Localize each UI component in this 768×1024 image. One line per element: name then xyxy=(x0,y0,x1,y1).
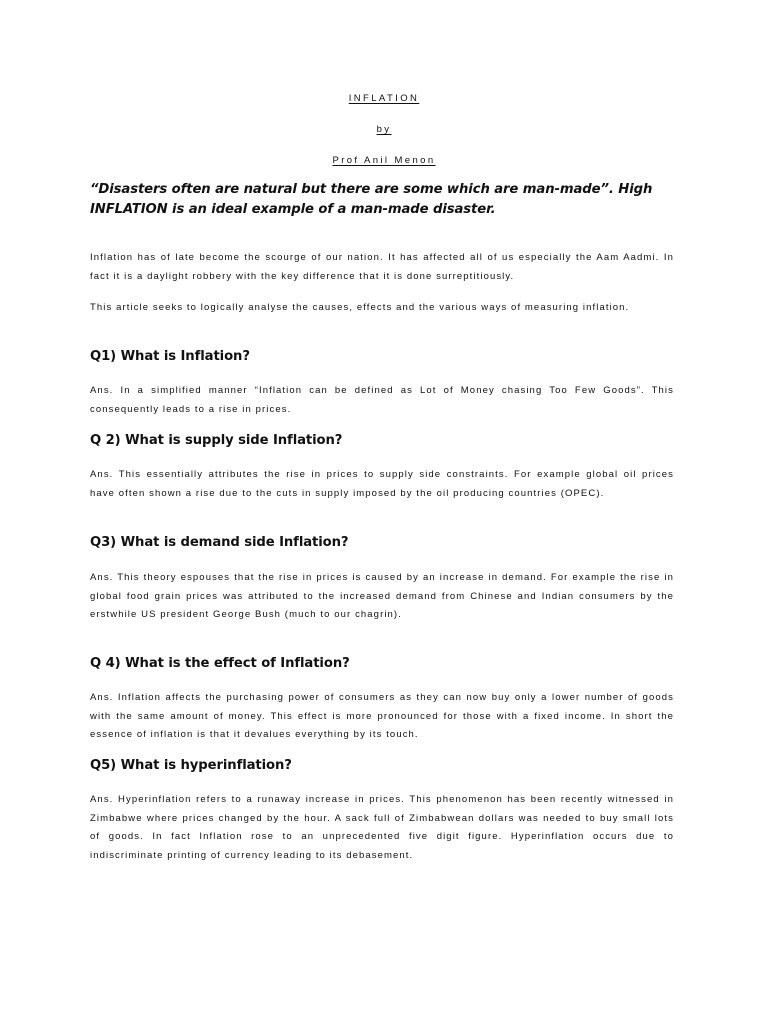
document-title: INFLATION xyxy=(348,93,420,104)
question-1-heading: Q1) What is Inflation? xyxy=(90,349,250,364)
answer-1-paragraph: Ans. In a simplified manner “Inflation can be defined as Lot of Money chasing Too Few Goods”. This consequently leads to a rise in prices. xyxy=(90,385,674,415)
answer-5-paragraph: Ans. Hyperinflation refers to a runaway increase in prices. This phenomenon has been recently witnessed in Zimbabwe where prices changed by the hour. A sack full of Zimbabwean dollars was needed to buy small lots of goods. In fact Inflation rose to an unprecedented five digit figure. Hyperinflation occurs due to indiscriminate printing of currency leading to its debasement. xyxy=(90,794,674,861)
intro-paragraph-2: This article seeks to logically analyse the causes, effects and the various ways of measuring inflation. xyxy=(90,302,630,313)
answer-4-paragraph: Ans. Inflation affects the purchasing power of consumers as they can now buy only a lower number of goods with the same amount of money. This effect is more pronounced for those with a fixed income. In short the essence of inflation is that it devalues everything by its touch. xyxy=(90,692,674,740)
answer-3-paragraph: Ans. This theory espouses that the rise in prices is caused by an increase in demand. For example the rise in global food grain prices was attributed to the increased demand from Chinese and Indian consumers by the erstwhile US president George Bush (much to our chagrin). xyxy=(90,572,674,620)
opening-quote: “Disasters often are natural but there are some which are man-made”. High INFLATION is an ideal example of a man-made disaster. xyxy=(90,182,653,217)
intro-paragraph-1: Inflation has of late become the scourge of our nation. It has affected all of us especially the Aam Aadmi. In fact it is a daylight robbery with the key difference that it is done surreptitiously. xyxy=(90,252,674,282)
author-name: Prof Anil Menon xyxy=(332,155,436,166)
question-2-heading: Q 2) What is supply side Inflation? xyxy=(90,433,343,448)
question-5-heading: Q5) What is hyperinflation? xyxy=(90,758,292,773)
byline-by: by xyxy=(376,124,392,135)
question-3-heading: Q3) What is demand side Inflation? xyxy=(90,535,349,550)
question-4-heading: Q 4) What is the effect of Inflation? xyxy=(90,656,350,671)
answer-2-paragraph: Ans. This essentially attributes the rise in prices to supply side constraints. For example global oil prices have often shown a rise due to the cuts in supply imposed by the oil producing countries (OPEC). xyxy=(90,469,674,499)
